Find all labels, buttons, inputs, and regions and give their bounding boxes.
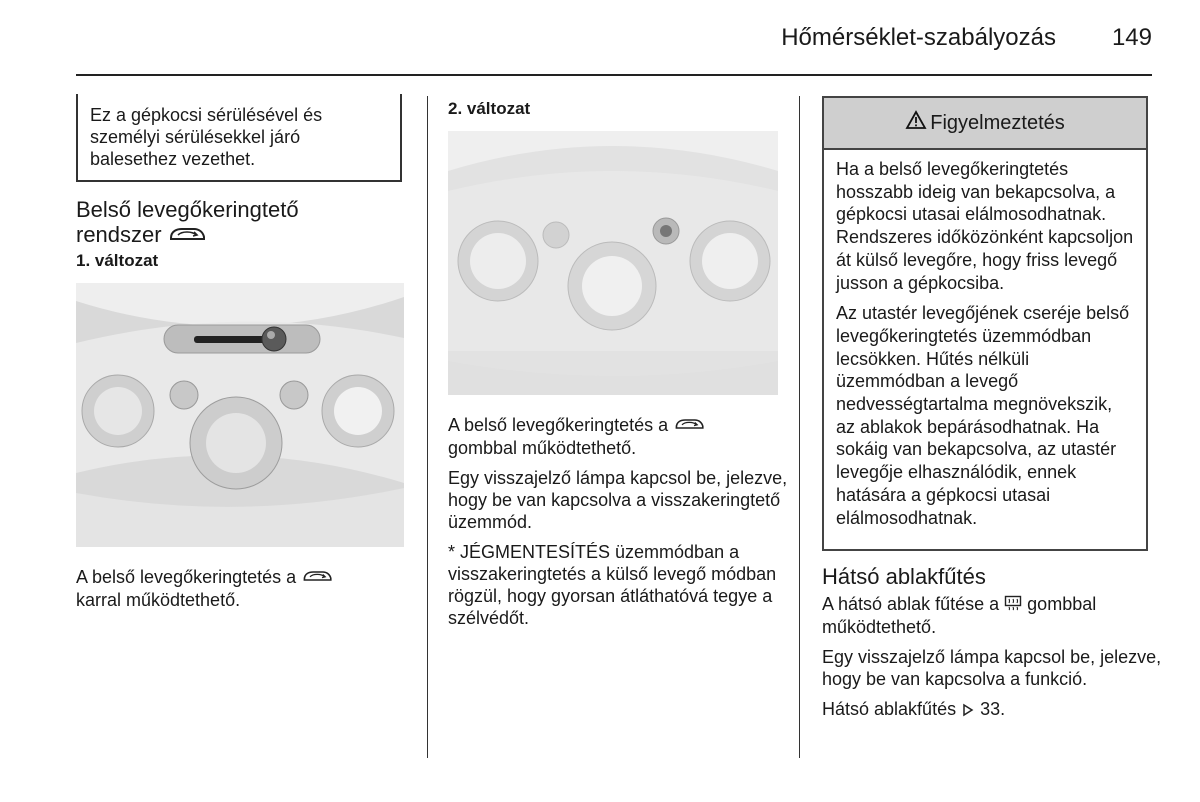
recirculation-icon <box>168 224 208 249</box>
warning-paragraph-2: Az utastér levegőjének cseréje belső levegőkeringtetés üzemmódban lecsökken. Hűtés nélküli üzemmódban a levegő nedvességtartalma megnövekszik, az ablakok bepárásodhatnak. Ha sokáig van bekapcsolva, az utastér levegője elhasználódik, ennek hatására a gépkocsi utasai elálmosodhatnak. <box>836 303 1130 528</box>
caption-line-1 <box>76 566 416 589</box>
page-number: 149 <box>1111 24 1152 51</box>
variant-1-caption <box>76 566 416 611</box>
variant-2-description <box>448 414 788 637</box>
rear-window-heating-heading: Hátsó ablakfűtés <box>822 564 986 589</box>
rear-p1-b: gombbal <box>1027 594 1097 614</box>
rear-p1-a: A hátsó ablak fűtése a <box>822 594 1000 614</box>
column-divider-right <box>799 96 800 758</box>
p1-line-2-text: gombbal működtethető. <box>448 438 637 459</box>
rear-ref-page: 33. <box>980 699 1006 720</box>
recirculation-icon <box>673 415 707 437</box>
section-title: Hőmérséklet-szabályozás <box>781 24 1056 51</box>
warning-paragraph-1: Ha a belső levegőkeringtetés hosszabb ideig van bekapcsolva, a gépkocsi utasai elálmosodhatnak. Rendszeres időközönként kapcsoljon át külső levegőre, hogy friss levegő jusson a gépkocsiba. <box>836 159 1134 293</box>
paragraph-button-operation <box>448 414 788 459</box>
rear-window-heating-text <box>822 593 1162 730</box>
rear-paragraph-1 <box>822 593 1162 638</box>
warning-body <box>824 150 1146 529</box>
rear-paragraph-2: Egy visszajelző lámpa kapcsol be, jelezve, hogy be van kapcsolva a funkció. <box>822 647 1162 690</box>
warning-header <box>824 98 1146 150</box>
column-divider-left <box>427 96 428 758</box>
continued-warning-box <box>76 94 402 182</box>
rear-cross-reference[interactable] <box>822 698 1162 721</box>
header-rule <box>76 74 1152 76</box>
warning-continuation-text: Ez a gépkocsi sérülésével és személyi sérülésekkel járó balesethez vezethet. <box>90 105 323 169</box>
paragraph-indicator: Egy visszajelző lámpa kapcsol be, jelezve, hogy be van kapcsolva a visszakeringtető üzemmód. <box>448 468 788 533</box>
warning-triangle-icon <box>905 110 927 136</box>
heading-line-2 <box>76 222 416 249</box>
caption-line-2: karral működtethető. <box>76 590 241 611</box>
p1-line-1-text: A belső levegőkeringtetés a <box>448 415 669 435</box>
rear-window-heating-icon <box>1004 594 1022 616</box>
section-heading <box>76 197 416 249</box>
variant-1-control-panel-photo <box>76 283 404 547</box>
heading-line-1: Belső levegőkeringtető <box>76 197 299 222</box>
variant-2-control-panel-photo <box>448 131 778 395</box>
page-reference-arrow-icon <box>961 700 975 722</box>
heading-line-2-text: rendszer <box>76 222 162 247</box>
rear-ref-text: Hátsó ablakfűtés <box>822 699 957 720</box>
rear-p1-c: működtethető. <box>822 617 937 638</box>
recirculation-icon <box>301 567 335 589</box>
warning-title: Figyelmeztetés <box>930 111 1065 134</box>
variant-1-label: 1. változat <box>76 251 159 270</box>
paragraph-defrost: * JÉGMENTESÍTÉS üzemmódban a visszakeringtetés a külső levegő módban rögzül, hogy gyorsan átláthatóvá tegye a szélvédőt. <box>448 542 777 629</box>
caption-line-1-text: A belső levegőkeringtetés a <box>76 567 297 587</box>
variant-2-label: 2. változat <box>448 99 531 118</box>
warning-box <box>822 96 1148 551</box>
